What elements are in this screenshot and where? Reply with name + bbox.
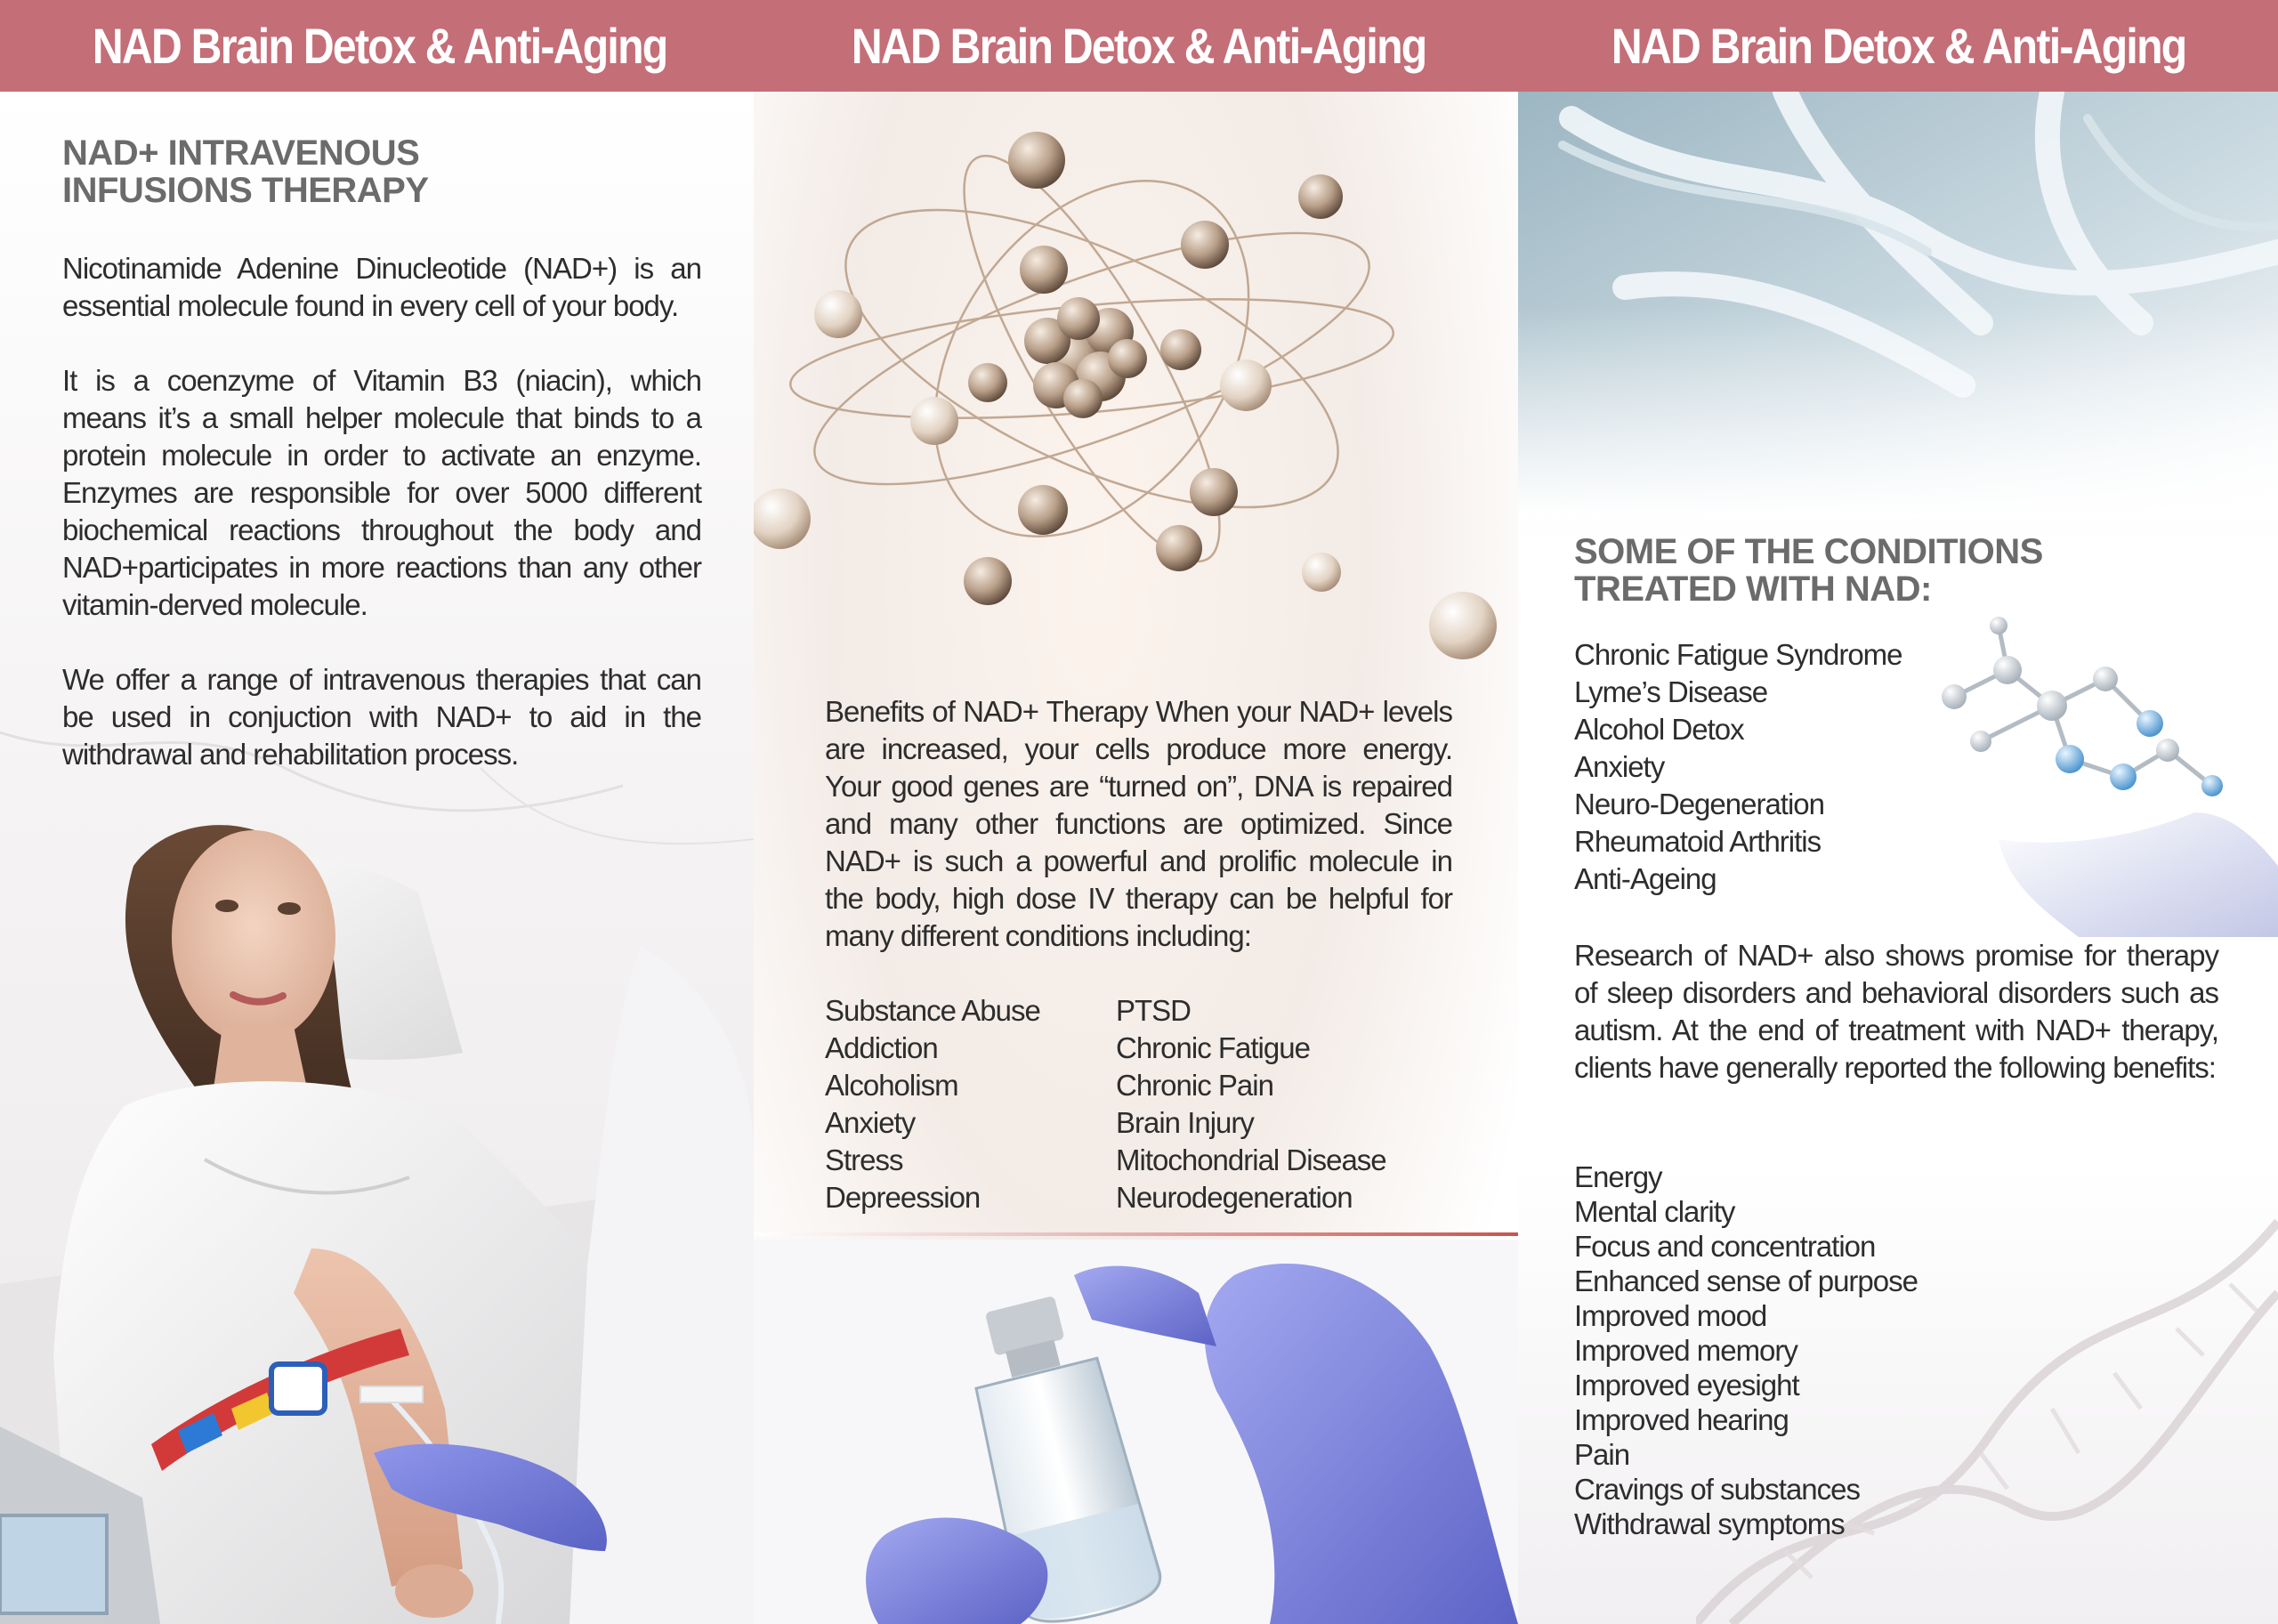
benefit-item: Pain — [1574, 1438, 1630, 1471]
benefit-item: Improved hearing — [1574, 1403, 1789, 1436]
molecule-in-hand-illustration — [1901, 617, 2278, 937]
benefit-item: Improved eyesight — [1574, 1369, 1799, 1402]
neuron-crystal-illustration — [1518, 92, 2278, 519]
header-band — [0, 0, 2278, 92]
benefit-item: Improved memory — [1574, 1334, 1797, 1367]
left-section-heading — [62, 134, 685, 209]
condition-item: Depreession — [825, 1181, 981, 1214]
condition-item: PTSD — [1116, 994, 1192, 1027]
condition-item: Anti-Ageing — [1574, 862, 1717, 895]
patient-iv-illustration — [0, 786, 754, 1624]
condition-item: Anxiety — [1574, 750, 1665, 783]
right-paragraph-research: Research of NAD+ also shows promise for therapy of sleep disorders and behavioral disorders such as autism. At the end of treatment with NAD+ therapy, clients have generally reported the following benefits: — [1574, 939, 2218, 1084]
left-paragraph-coenzyme: It is a coenzyme of Vitamin B3 (niacin), which means it’s a small helper molecule that binds to a protein molecule in order to activate an enzyme. Enzymes are responsible for over 5000 different biochemical reactions throughout the body and NAD+participates in more reactions than any other vitamin-derved molecule. — [62, 364, 701, 621]
left-heading-line2: INFUSIONS THERAPY — [62, 171, 429, 210]
condition-item: Anxiety — [825, 1106, 916, 1139]
right-conditions-list — [1574, 636, 1902, 898]
condition-item: Lyme’s Disease — [1574, 675, 1768, 708]
benefit-item: Mental clarity — [1574, 1195, 1735, 1228]
left-paragraph-therapies: We offer a range of intravenous therapies that can be used in conjuction with NAD+ to aid in the withdrawal and rehabilitation process. — [62, 663, 701, 771]
middle-paragraph-benefits: Benefits of NAD+ Therapy When your NAD+ levels are increased, your cells produce more energy. Your good genes are “turned on”, DNA is repaired and many other functions are optimized. Since NAD+ is such a powerful and prolific molecule in the body, high dose IV therapy can be helpful for many different conditions including: — [825, 695, 1452, 952]
benefit-item: Cravings of substances — [1574, 1473, 1861, 1506]
atom-molecule-illustration — [754, 92, 1518, 661]
middle-conditions-list-left — [825, 992, 1040, 1216]
condition-item: Mitochondrial Disease — [1116, 1143, 1386, 1176]
right-section-heading — [1574, 533, 2144, 608]
left-paragraph-intro: Nicotinamide Adenine Dinucleotide (NAD+) is an essential molecule found in every cell of your body. — [62, 252, 701, 322]
header-title-middle: NAD Brain Detox & Anti-Aging — [852, 18, 1426, 74]
middle-conditions-list-right — [1116, 992, 1386, 1216]
condition-item: Chronic Fatigue — [1116, 1031, 1310, 1064]
right-panel — [1518, 92, 2278, 1624]
condition-item: Alcohol Detox — [1574, 713, 1744, 746]
benefit-item: Energy — [1574, 1160, 1662, 1193]
right-benefits-list — [1574, 1159, 1918, 1541]
condition-item: Neuro-Degeneration — [1574, 788, 1825, 820]
left-heading-line1: NAD+ INTRAVENOUS — [62, 133, 420, 173]
condition-item: Substance Abuse — [825, 994, 1040, 1027]
header-title-right: NAD Brain Detox & Anti-Aging — [1611, 18, 2186, 74]
divider-line — [754, 1232, 1518, 1238]
middle-panel — [754, 92, 1518, 1624]
condition-item: Stress — [825, 1143, 903, 1176]
header-title-left: NAD Brain Detox & Anti-Aging — [92, 18, 667, 74]
condition-item: Chronic Pain — [1116, 1069, 1273, 1102]
vial-in-gloved-hand-illustration — [754, 1240, 1518, 1624]
condition-item: Neurodegeneration — [1116, 1181, 1353, 1214]
condition-item: Brain Injury — [1116, 1106, 1254, 1139]
right-heading-line2: TREATED WITH NAD: — [1574, 570, 1932, 609]
condition-item: Addiction — [825, 1031, 938, 1064]
benefit-item: Enhanced sense of purpose — [1574, 1264, 1918, 1297]
benefit-item: Withdrawal symptoms — [1574, 1507, 1845, 1540]
condition-item: Chronic Fatigue Syndrome — [1574, 638, 1902, 671]
condition-item: Alcoholism — [825, 1069, 958, 1102]
condition-item: Rheumatoid Arthritis — [1574, 825, 1822, 858]
benefit-item: Improved mood — [1574, 1299, 1767, 1332]
benefit-item: Focus and concentration — [1574, 1230, 1876, 1263]
right-heading-line1: SOME OF THE CONDITIONS — [1574, 532, 2043, 571]
left-panel — [0, 92, 754, 1624]
